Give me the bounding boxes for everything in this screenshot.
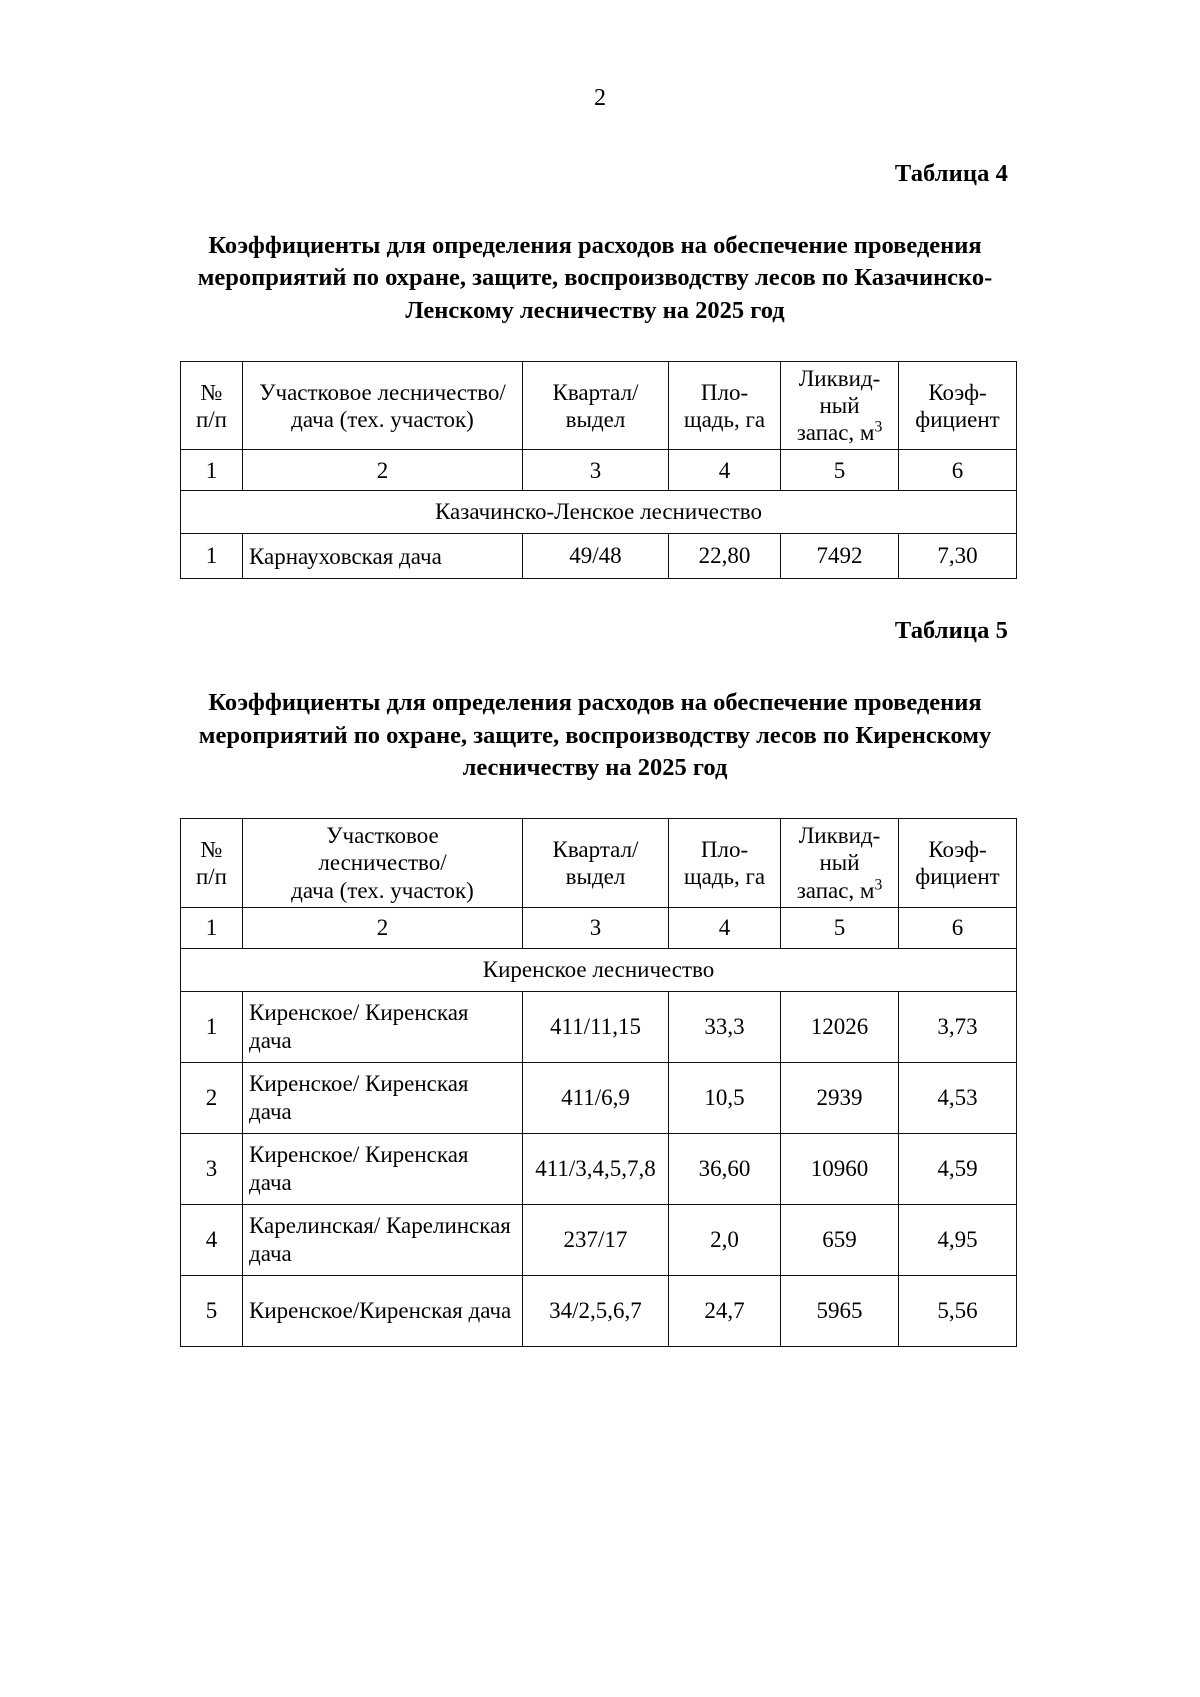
header-cell-forestry-name: [243, 361, 523, 449]
table-4-column-number-row: [181, 450, 1017, 491]
row-kvartal: 411/11,15: [523, 991, 669, 1062]
column-number-cell: 1: [181, 907, 243, 948]
table-4-title-line-2: мероприятий по охране, защите, воспроизводству лесов по Казачинско-: [197, 264, 993, 292]
row-number: 2: [181, 1062, 243, 1133]
row-number: 1: [181, 534, 243, 579]
header-cell-area: [669, 361, 781, 449]
header-cell-stock: [781, 819, 899, 907]
column-number-cell: 3: [523, 907, 669, 948]
table-5-column-number-row: [181, 907, 1017, 948]
row-number: 4: [181, 1204, 243, 1275]
row-coefficient: 7,30: [899, 534, 1017, 579]
document-content: [180, 160, 1010, 1347]
header-name-line-2: лесничество/: [318, 850, 447, 876]
row-forestry-name: Карнауховская дача: [243, 534, 523, 579]
row-area: 2,0: [669, 1204, 781, 1275]
table-5-title-line-3: лесничеству на 2025 год: [462, 754, 728, 782]
header-stock-line-3: запас, $м^3$: [796, 418, 883, 446]
header-cell-number: [181, 361, 243, 449]
header-area-line-1: Пло-: [700, 836, 749, 862]
header-cell-stock: [781, 361, 899, 449]
header-number-line-2: п/п: [195, 406, 227, 432]
row-coefficient: 3,73: [899, 991, 1017, 1062]
row-area: 36,60: [669, 1133, 781, 1204]
table-5-label: Таблица 5: [894, 617, 1008, 645]
column-number-cell: 4: [669, 907, 781, 948]
table-row: [181, 534, 1017, 579]
column-number-cell: 4: [669, 450, 781, 491]
header-number-line-1: №: [200, 379, 223, 405]
header-coef-line-2: фициент: [915, 864, 1000, 890]
table-5-title-line-1: Коэффициенты для определения расходов на обеспечение проведения: [208, 689, 982, 717]
header-number-line-1: №: [200, 836, 223, 862]
table-4-header-row: [181, 361, 1017, 449]
header-cell-coefficient: [899, 361, 1017, 449]
row-kvartal: 237/17: [523, 1204, 669, 1275]
row-forestry-name: Киренское/ Киренская дача: [243, 1133, 523, 1204]
row-area: 22,80: [669, 534, 781, 579]
row-forestry-name: Карелинская/ Карелинская дача: [243, 1204, 523, 1275]
table-row: [181, 1275, 1017, 1346]
table-4-title-line-1: Коэффициенты для определения расходов на обеспечение проведения: [208, 232, 982, 259]
row-area: 33,3: [669, 991, 781, 1062]
row-forestry-name: Киренское/Киренская дача: [243, 1275, 523, 1346]
table-4-label: Таблица 4: [894, 160, 1008, 187]
header-stock-superscript: 3: [874, 875, 883, 893]
header-number-line-2: п/п: [195, 864, 227, 890]
row-number: 5: [181, 1275, 243, 1346]
header-kvartal-line-1: Квартал/: [552, 379, 639, 405]
column-number-cell: 1: [181, 450, 243, 491]
row-stock: 7492: [781, 534, 899, 579]
column-number-cell: 6: [899, 450, 1017, 491]
table-4-title: [180, 230, 1010, 327]
column-number-cell: 2: [243, 907, 523, 948]
row-coefficient: 5,56: [899, 1275, 1017, 1346]
row-kvartal: 411/6,9: [523, 1062, 669, 1133]
header-name-line-1: Участковое лесничество/: [259, 379, 506, 405]
header-area-line-2: щадь, га: [683, 864, 766, 890]
table-row: [181, 1204, 1017, 1275]
header-coef-line-1: Коэф-: [928, 836, 987, 862]
header-name-line-2: дача (тех. участок): [291, 406, 474, 432]
row-forestry-name: Киренское/ Киренская дача: [243, 1062, 523, 1133]
header-cell-forestry-name: [243, 819, 523, 907]
table-4-section-row: [181, 491, 1017, 534]
column-number-cell: 5: [781, 450, 899, 491]
header-area-line-2: щадь, га: [683, 406, 766, 432]
header-stock-line-1: Ликвид-: [798, 823, 881, 849]
header-cell-area: [669, 819, 781, 907]
header-kvartal-line-1: Квартал/: [552, 836, 639, 862]
row-stock: 2939: [781, 1062, 899, 1133]
row-area: 10,5: [669, 1062, 781, 1133]
header-stock-line-2: ный: [819, 850, 860, 876]
row-number: 1: [181, 991, 243, 1062]
header-stock-line-2: ный: [819, 393, 860, 419]
table-5: [180, 818, 1017, 1346]
header-kvartal-line-2: выдел: [565, 406, 626, 432]
row-stock: 12026: [781, 991, 899, 1062]
row-stock: 10960: [781, 1133, 899, 1204]
table-4: [180, 361, 1017, 579]
row-number: 3: [181, 1133, 243, 1204]
header-cell-number: [181, 819, 243, 907]
header-stock-line-1: Ликвид-: [798, 365, 881, 391]
row-coefficient: 4,53: [899, 1062, 1017, 1133]
row-kvartal: 411/3,4,5,7,8: [523, 1133, 669, 1204]
page-number: 2: [594, 85, 606, 111]
table-5-header-row: [181, 819, 1017, 907]
table-5-section-row: [181, 948, 1017, 991]
header-name-line-1: Участковое: [326, 823, 439, 849]
row-stock: 659: [781, 1204, 899, 1275]
column-number-cell: 5: [781, 907, 899, 948]
row-coefficient: 4,95: [899, 1204, 1017, 1275]
header-coef-line-2: фициент: [915, 406, 1000, 432]
column-number-cell: 6: [899, 907, 1017, 948]
row-forestry-name: Киренское/ Киренская дача: [243, 991, 523, 1062]
table-5-title: [180, 687, 1010, 784]
table-5-title-line-2: мероприятий по охране, защите, воспроизводству лесов по Киренскому: [198, 721, 992, 749]
header-cell-kvartal: [523, 819, 669, 907]
row-stock: 5965: [781, 1275, 899, 1346]
table-row: [181, 1133, 1017, 1204]
row-coefficient: 4,59: [899, 1133, 1017, 1204]
section-title: Киренское лесничество: [181, 948, 1017, 991]
header-stock-superscript: 3: [874, 418, 883, 436]
column-number-cell: 2: [243, 450, 523, 491]
table-row: [181, 1062, 1017, 1133]
section-title: Казачинско-Ленское лесничество: [181, 491, 1017, 534]
header-cell-kvartal: [523, 361, 669, 449]
header-coef-line-1: Коэф-: [928, 379, 987, 405]
header-cell-coefficient: [899, 819, 1017, 907]
header-name-line-3: дача (тех. участок): [291, 877, 474, 903]
column-number-cell: 3: [523, 450, 669, 491]
table-4-title-line-3: Ленскому лесничеству на 2025 год: [405, 296, 785, 324]
header-kvartal-line-2: выдел: [565, 864, 626, 890]
row-kvartal: 34/2,5,6,7: [523, 1275, 669, 1346]
row-kvartal: 49/48: [523, 534, 669, 579]
table-row: [181, 991, 1017, 1062]
header-stock-line-3: запас, $м^3$: [796, 875, 883, 903]
header-area-line-1: Пло-: [700, 379, 749, 405]
row-area: 24,7: [669, 1275, 781, 1346]
